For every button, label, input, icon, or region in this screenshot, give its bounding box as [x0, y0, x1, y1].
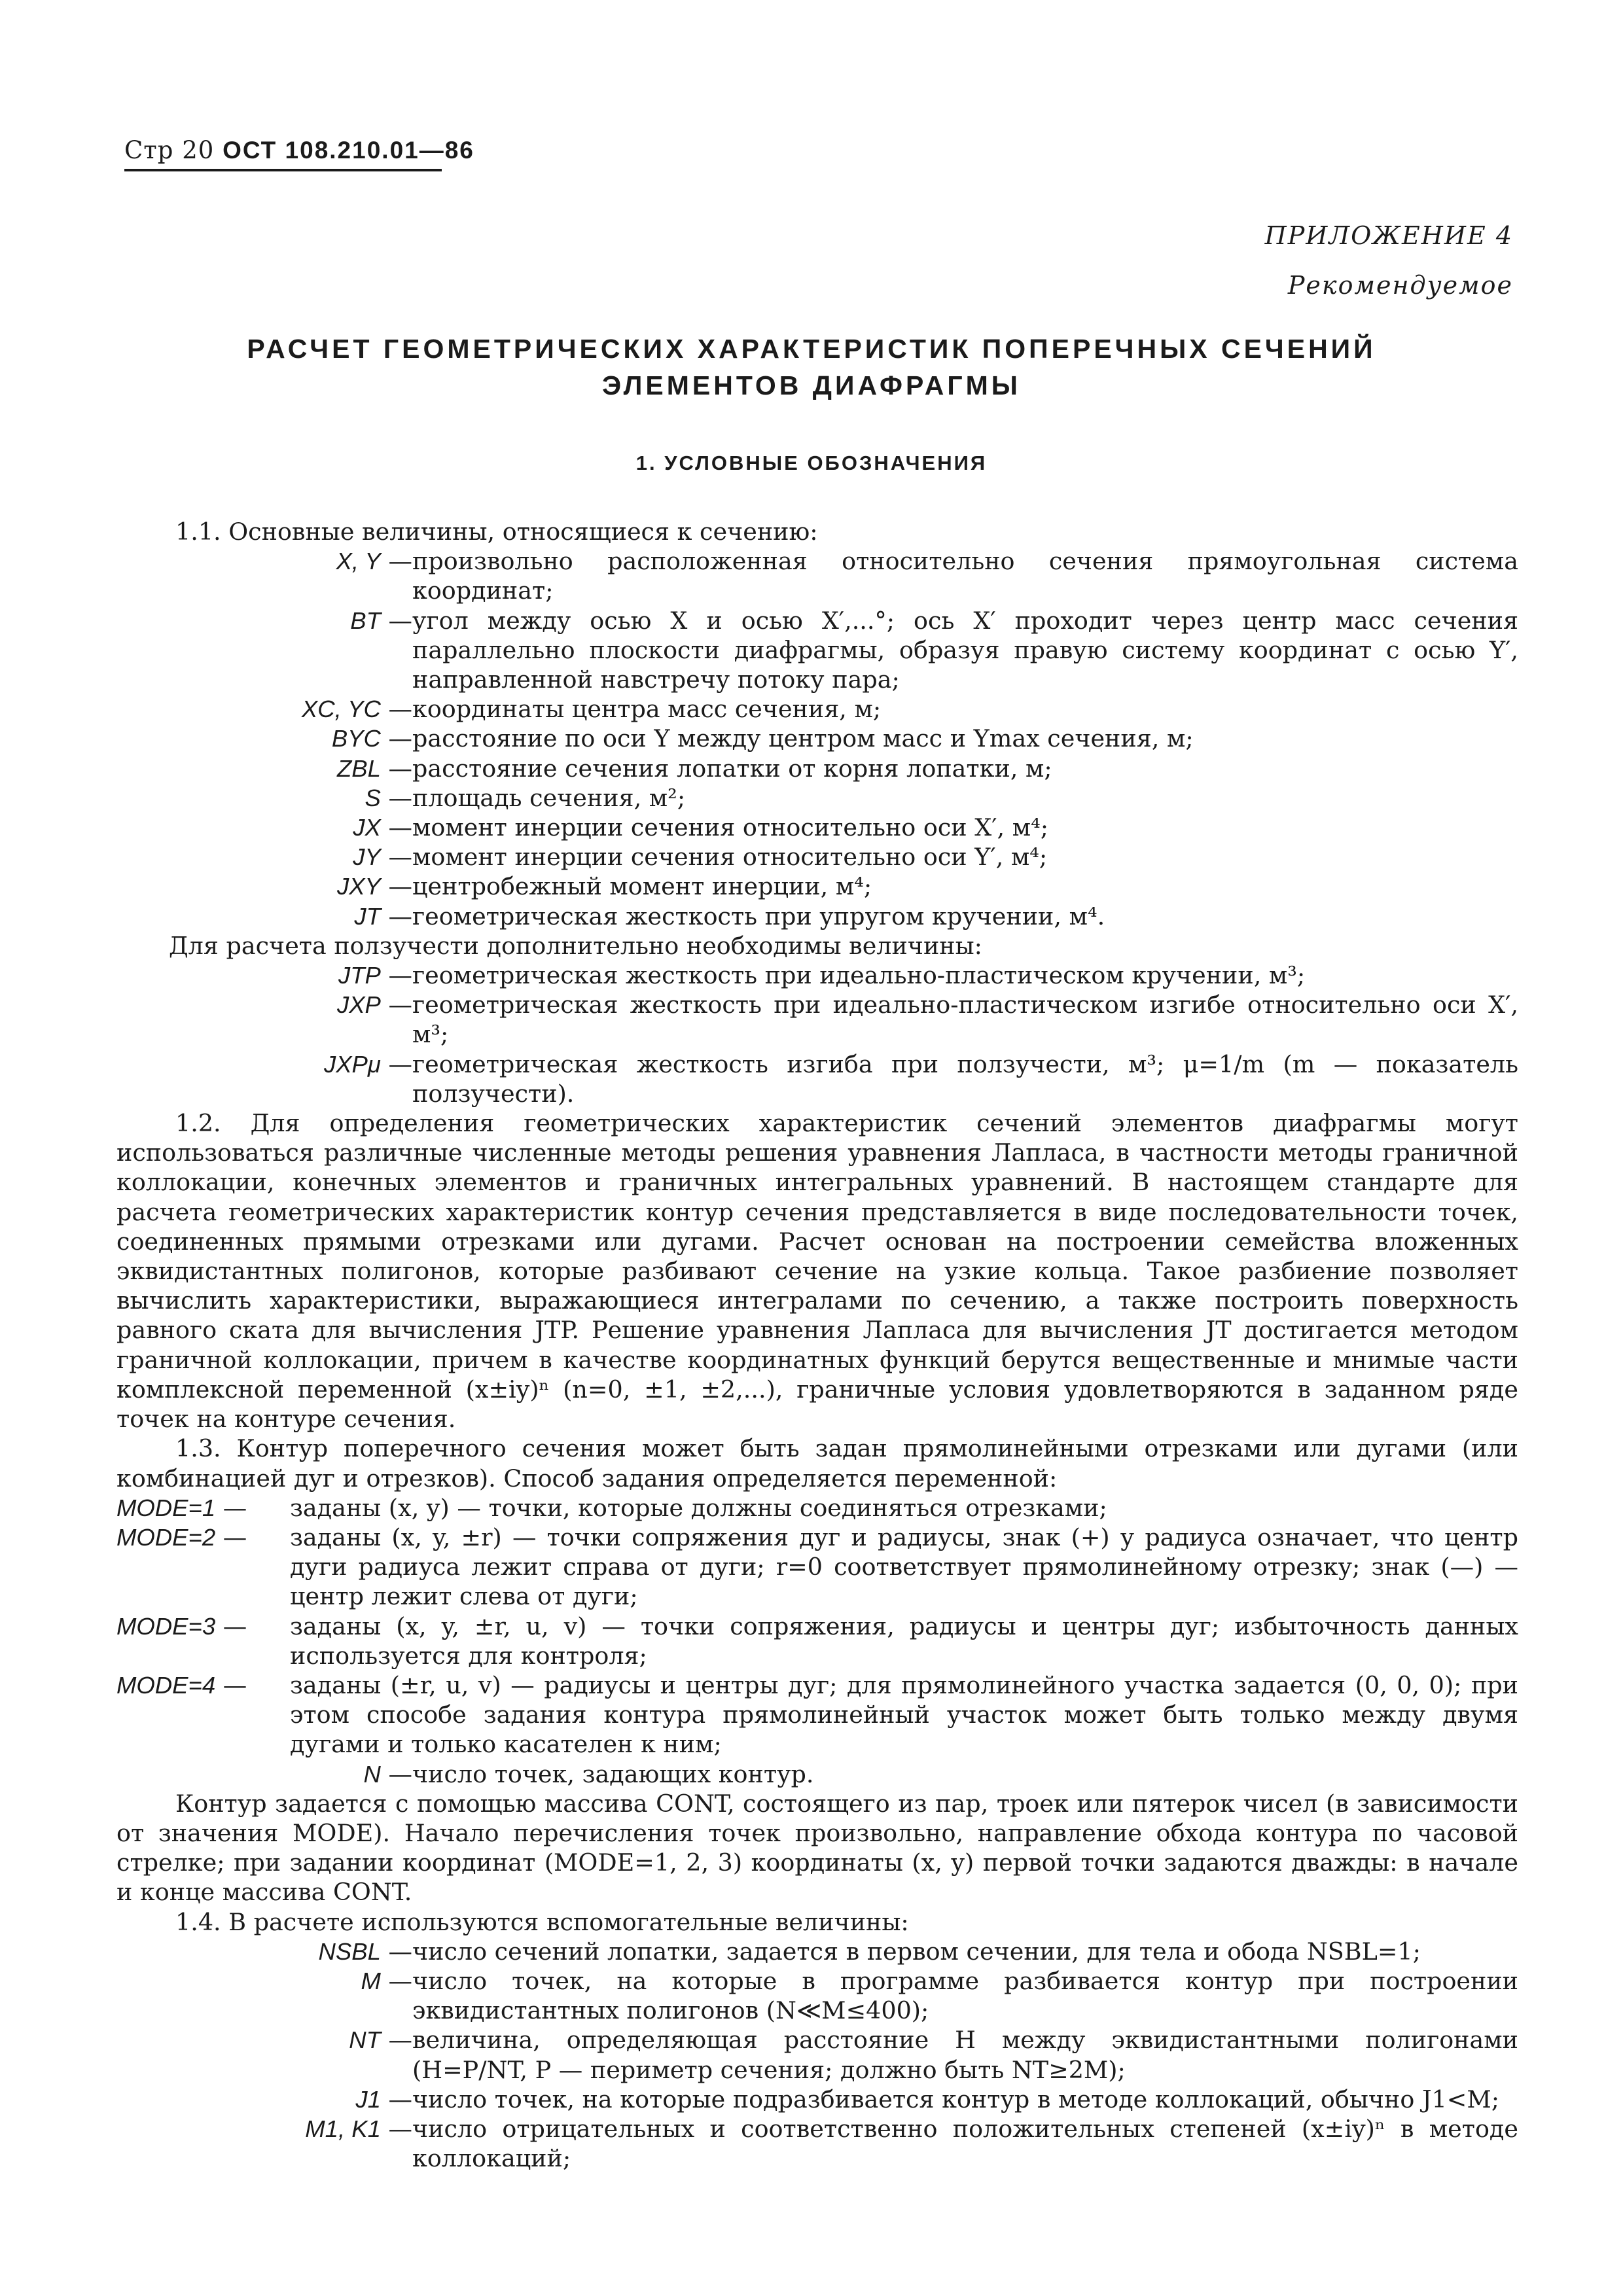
definition-text: число отрицательных и соответственно положительных степеней (x±iy)ⁿ в методе коллокаций;: [412, 2114, 1518, 2173]
definition-term: JT: [354, 902, 381, 930]
appendix-label: ПРИЛОЖЕНИЕ 4: [1264, 221, 1513, 250]
definition-text: число точек, на которые в программе разбивается контур при построении эквидистантных полигонов (N≪M≤400);: [412, 1966, 1518, 2025]
definition-text: центробежный момент инерции, м⁴;: [412, 872, 872, 901]
definition-term: NT: [349, 2026, 381, 2054]
definition-text: произвольно расположенная относительно сечения прямоугольная система координат;: [412, 547, 1518, 605]
mode-row: MODE=2 — заданы (x, y, ±r) — точки сопряжения дуг и радиусы, знак (+) у радиуса означает, что центр дуги радиуса лежит справа от дуги; r=0 соответствует прямолинейному отрезку; знак (—) — центр лежит слева от дуги;: [116, 1523, 1518, 1611]
definition-text: геометрическая жесткость при идеально-пластическом изгибе относительно оси X′, м³;: [412, 991, 1518, 1049]
paragraph-contour: Контур задается с помощью массива CONT, состоящего из пар, троек или пятерок чисел (в зависимости от значения MODE). Начало перечисления точек произвольно, направление обхода контура по часовой стрелке; при задании координат (MODE=1, 2, 3) координаты (x, y) первой точки задаются дважды: в начале и конце массива CONT.: [116, 1789, 1518, 1907]
definition-row: JT — геометрическая жесткость при упругом кручении, м⁴.: [116, 902, 1518, 931]
appendix-block: [1265, 211, 1513, 310]
mode-term: MODE=3: [116, 1612, 216, 1640]
title-line-1: РАСЧЕТ ГЕОМЕТРИЧЕСКИХ ХАРАКТЕРИСТИК ПОПЕРЕЧНЫХ СЕЧЕНИЙ: [247, 334, 1376, 364]
document-title: [157, 330, 1466, 404]
mode-text: заданы (x, y) — точки, которые должны соединяться отрезками;: [290, 1493, 1107, 1522]
header-underline: [124, 169, 442, 171]
paragraph-1-3: 1.3. Контур поперечного сечения может быть задан прямолинейными отрезками или дугами (или комбинацией дуг и отрезков). Способ задания определяется переменной:: [116, 1434, 1518, 1492]
definition-term: N: [363, 1760, 381, 1788]
definition-text: число точек, задающих контур.: [412, 1759, 814, 1788]
creep-intro: Для расчета ползучести дополнительно необходимы величины:: [169, 931, 982, 960]
definitions-creep: [116, 961, 1518, 1108]
appendix-note: Рекомендуемое: [1287, 271, 1513, 300]
definition-term: JX: [353, 814, 381, 841]
definition-row: BT — угол между осью X и осью X′,...°; ось X′ проходит через центр масс сечения параллельно плоскости диафрагмы, образуя правую систему координат с осью Y′, направленной навстречу потоку пара;: [350, 606, 1518, 694]
definition-text: расстояние сечения лопатки от корня лопатки, м;: [412, 754, 1052, 783]
section-title: 1. УСЛОВНЫЕ ОБОЗНАЧЕНИЯ: [635, 451, 988, 474]
definition-row: M — число точек, на которые в программе разбивается контур при построении эквидистантных полигонов (N≪M≤400);: [361, 1966, 1518, 2025]
definition-term: BYC: [331, 725, 381, 752]
definition-text: геометрическая жесткость изгиба при ползучести, м³; μ=1/m (m — показатель ползучести).: [412, 1050, 1518, 1108]
definition-text: число точек, на которые подразбивается контур в методе коллокаций, обычно J1<M;: [412, 2085, 1500, 2113]
definition-term: S: [365, 784, 381, 811]
definition-row: M1, K1 — число отрицательных и соответственно положительных степеней (x±iy)ⁿ в методе коллокаций;: [305, 2114, 1518, 2173]
title-line-2: ЭЛЕМЕНТОВ ДИАФРАГМЫ: [602, 370, 1021, 400]
definition-row: BYC — расстояние по оси Y между центром масс и Ymax сечения, м;: [116, 724, 1518, 753]
definition-term: JXY: [336, 873, 381, 900]
definition-text: площадь сечения, м²;: [412, 783, 686, 812]
definition-text: угол между осью X и осью X′,...°; ось X′ проходит через центр масс сечения параллельно плоскости диафрагмы, образуя правую систему координат с осью Y′, направленной навстречу потоку пара;: [412, 606, 1518, 694]
definitions-auxiliary: [116, 1937, 1518, 2174]
definition-row: NSBL — число сечений лопатки, задается в первом сечении, для тела и обода NSBL=1;: [116, 1937, 1518, 1966]
definition-term: BT: [350, 607, 381, 634]
mode-row: MODE=3 — заданы (x, y, ±r, u, v) — точки сопряжения, радиусы и центры дуг; избыточность данных используется для контроля;: [116, 1612, 1518, 1670]
mode-term: MODE=2: [116, 1523, 216, 1551]
paragraph-1-1: 1.1. Основные величины, относящиеся к сечению:: [175, 518, 818, 546]
definition-term: NSBL: [318, 1937, 381, 1965]
definition-row: ZBL — расстояние сечения лопатки от корня лопатки, м;: [116, 754, 1518, 783]
definition-term: M: [361, 1967, 381, 1994]
definition-row: NT — величина, определяющая расстояние H между эквидистантными полигонами (H=P/NT, P — периметр сечения; должно быть NT≥2M);: [349, 2026, 1518, 2084]
paragraph-1-2: 1.2. Для определения геометрических характеристик сечений элементов диафрагмы могут использоваться различные численные методы решения уравнения Лапласа, в частности методы граничной коллокации, конечных элементов и граничных интегральных уравнений. В настоящем стандарте для расчета геометрических характеристик контур сечения представляется в виде последовательности точек, соединенных прямыми отрезками или дугами. Расчет основан на построении семейства вложенных эквидистантных полигонов, которые разбивают сечение на узкие кольца. Такое разбиение позволяет вычислить характеристики, выражающиеся интегралами по сечению, а также построить поверхность равного ската для вычисления JTP. Решение уравнения Лапласа для вычисления JT достигается методом граничной коллокации, причем в качестве координатных функций берутся вещественные и мнимые части комплексной переменной (x±iy)ⁿ (n=0, ±1, ±2,...), граничные условия удовлетворяются в заданном ряде точек на контуре сечения.: [116, 1109, 1518, 1434]
definition-text: момент инерции сечения относительно оси X′, м⁴;: [412, 813, 1049, 842]
paragraph-1-4: 1.4. В расчете используются вспомогательные величины:: [175, 1907, 909, 1936]
definition-term: J1: [355, 2085, 381, 2113]
definition-text: расстояние по оси Y между центром масс и Ymax сечения, м;: [412, 724, 1194, 753]
mode-text: заданы (±r, u, v) — радиусы и центры дуг; для прямолинейного участка задается (0, 0, 0); при этом способе задания контура прямолинейный участок может быть только между двумя дугами и только касателен к ним;: [290, 1670, 1518, 1759]
definition-row: JX — момент инерции сечения относительно оси X′, м⁴;: [116, 813, 1518, 842]
definition-row: XC, YC — координаты центра масс сечения, м;: [116, 694, 1518, 724]
definition-row: JTP — геометрическая жесткость при идеально-пластическом кручении, м³;: [116, 961, 1518, 990]
definition-text: геометрическая жесткость при упругом кручении, м⁴.: [412, 902, 1105, 930]
mode-term: MODE=1: [116, 1494, 216, 1521]
mode-term: MODE=4: [116, 1671, 216, 1699]
mode-row: MODE=4 — заданы (±r, u, v) — радиусы и центры дуг; для прямолинейного участка задается (0, 0, 0); при этом способе задания контура прямолинейный участок может быть только между двумя дугами и только касателен к ним;: [116, 1670, 1518, 1759]
definition-row: JXP — геометрическая жесткость при идеально-пластическом изгибе относительно оси X′, м³;: [336, 991, 1518, 1049]
definition-row: J1 — число точек, на которые подразбивается контур в методе коллокаций, обычно J1<M;: [116, 2085, 1518, 2114]
page-number: Стр 20: [124, 136, 215, 164]
mode-text: заданы (x, y, ±r) — точки сопряжения дуг и радиусы, знак (+) у радиуса означает, что центр дуги радиуса лежит справа от дуги; r=0 соответствует прямолинейному отрезку; знак (—) — центр лежит слева от дуги;: [290, 1523, 1518, 1611]
page-header: [124, 136, 474, 164]
definition-term: JY: [353, 843, 381, 871]
definition-row: S — площадь сечения, м²;: [116, 783, 1518, 813]
definition-row: X, Y — произвольно расположенная относительно сечения прямоугольная система координат;: [336, 547, 1518, 605]
mode-row: MODE=1 — заданы (x, y) — точки, которые должны соединяться отрезками;: [116, 1493, 1518, 1523]
definition-term: XC, YC: [301, 696, 381, 723]
definition-text: координаты центра масс сечения, м;: [412, 695, 882, 724]
definition-text: величина, определяющая расстояние H между эквидистантными полигонами (H=P/NT, P — периметр сечения; должно быть NT≥2M);: [412, 2026, 1518, 2084]
definition-text: момент инерции сечения относительно оси Y′, м⁴;: [412, 843, 1048, 872]
definitions-basic: [116, 546, 1518, 931]
definition-term: M1, K1: [305, 2115, 381, 2142]
mode-list: [116, 1493, 1518, 1759]
definition-text: геометрическая жесткость при идеально-пластическом кручении, м³;: [412, 961, 1306, 990]
definition-term: X, Y: [336, 548, 381, 575]
definition-term: JTP: [338, 962, 381, 989]
definition-row: JXY — центробежный момент инерции, м⁴;: [116, 872, 1518, 901]
definition-term: JXPμ: [323, 1050, 381, 1078]
document-body: [116, 517, 1518, 2173]
definition-row: JXPμ — геометрическая жесткость изгиба при ползучести, м³; μ=1/m (m — показатель ползучести).: [323, 1050, 1518, 1108]
definition-row: JY — момент инерции сечения относительно оси Y′, м⁴;: [116, 842, 1518, 872]
definition-term: JXP: [336, 991, 381, 1019]
definition-text: число сечений лопатки, задается в первом сечении, для тела и обода NSBL=1;: [412, 1937, 1421, 1966]
standard-code: ОСТ 108.210.01—86: [223, 137, 474, 164]
definition-term: ZBL: [336, 754, 381, 782]
mode-text: заданы (x, y, ±r, u, v) — точки сопряжения, радиусы и центры дуг; избыточность данных используется для контроля;: [290, 1612, 1518, 1670]
definition-row: N — число точек, задающих контур.: [116, 1759, 1518, 1789]
